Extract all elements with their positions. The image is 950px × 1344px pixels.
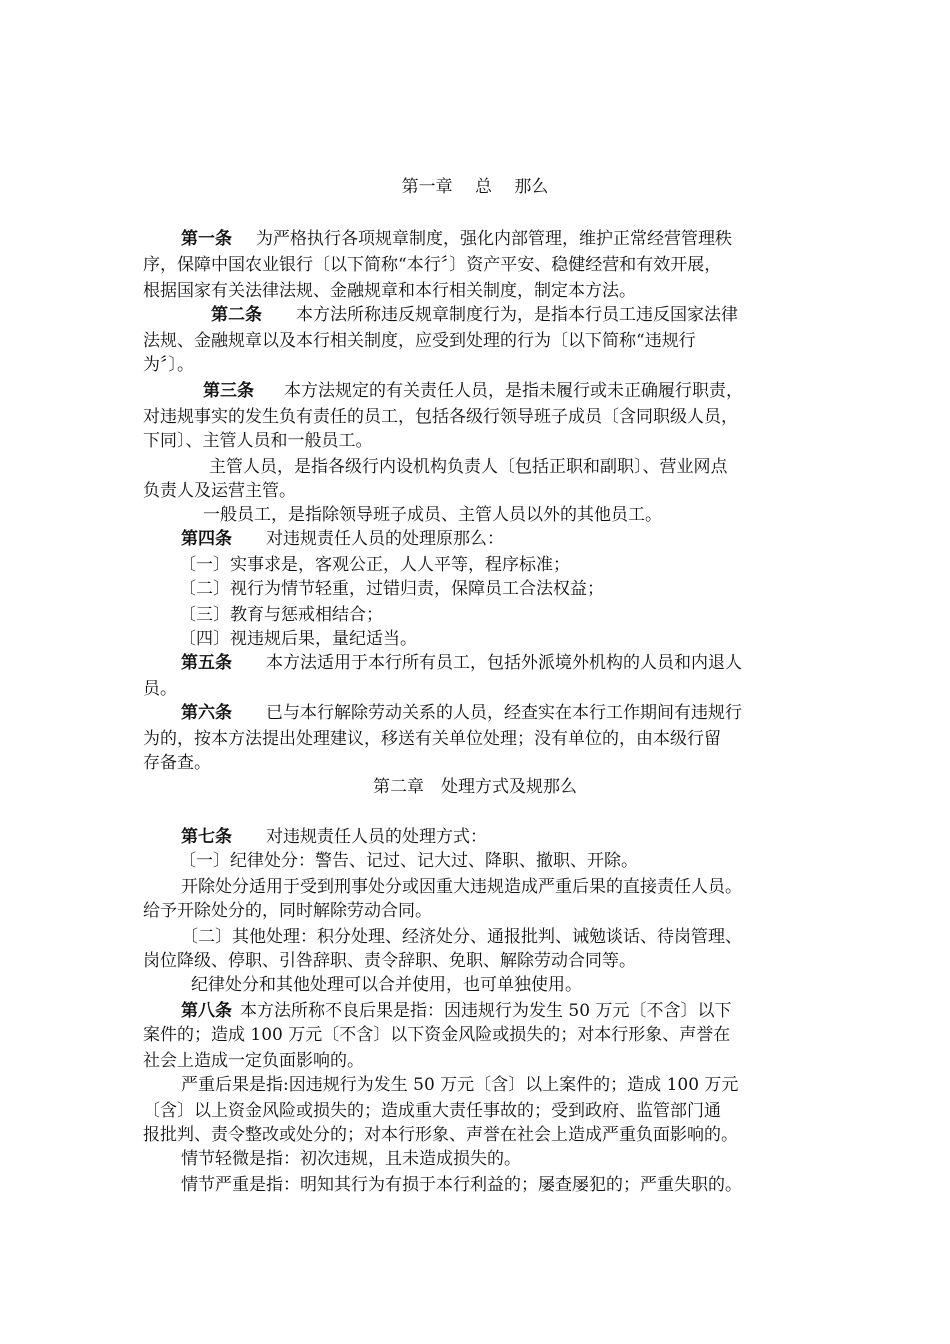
article-6-line-3: 存备查。: [143, 753, 211, 773]
article-3-line-3: 下同〕、主管人员和一般员工。: [143, 431, 373, 451]
article-3-label: 第三条: [203, 381, 254, 401]
article-8-line-3: 社会上造成一定负面影响的。: [143, 1051, 364, 1071]
article-6-label: 第六条: [181, 703, 232, 723]
article-7-line-1: 第七条 对违规责任人员的处理方式：: [181, 827, 487, 847]
article-1-label: 第一条: [181, 229, 232, 249]
article-3-line-4: 主管人员，是指各级行内设机构负责人〔包括正职和副职〕、营业网点: [209, 457, 728, 477]
article-3-line-2: 对违规事实的发生负有责任的员工，包括各级行领导班子成员〔含同职级人员，: [143, 407, 738, 427]
article-4-item-1: 〔一〕实事求是，客观公正，人人平等，程序标准；: [179, 555, 570, 575]
article-7-line-2: 〔一〕纪律处分：警告、记过、记大过、降职、撤职、开除。: [179, 851, 638, 871]
article-5-label: 第五条: [181, 653, 232, 673]
article-3-line-1: 第三条 本方法规定的有关责任人员，是指未履行或未正确履行职责，: [203, 381, 743, 401]
article-5-line-2: 员。: [143, 679, 177, 699]
article-3-line-5: 负责人及运营主管。: [143, 481, 296, 501]
article-8-line-2: 案件的；造成 100 万元〔不含〕以下资金风险或损失的；对本行形象、声誉在: [143, 1025, 731, 1045]
article-8-line-1: 第八条 本方法所称不良后果是指：因违规行为发生 50 万元〔不含〕以下: [181, 1001, 732, 1021]
article-2-line-2: 法规、金融规章以及本行相关制度，应受到处理的行为〔以下简称“违规行: [143, 331, 696, 351]
article-1-line-1: 第一条 为严格执行各项规章制度，强化内部管理，维护正常经营管理秩: [181, 229, 732, 249]
article-6-line-1: 第六条 已与本行解除劳动关系的人员，经查实在本行工作期间有违规行: [181, 703, 742, 723]
article-1-line-2: 序，保障中国农业银行〔以下简称“本行〞〕资产平安、稳健经营和有效开展，: [143, 255, 722, 275]
article-4-item-4: 〔四〕视违规后果，量纪适当。: [179, 629, 417, 649]
article-7-line-6: 岗位降级、停职、引咎辞职、责令辞职、免职、解除劳动合同等。: [143, 951, 636, 971]
article-7-line-4: 给予开除处分的，同时解除劳动合同。: [143, 901, 432, 921]
article-3-line-6: 一般员工，是指除领导班子成员、主管人员以外的其他员工。: [203, 505, 662, 525]
chapter-1-title: 第一章 总 那么: [401, 177, 549, 197]
article-2-label: 第二条: [211, 305, 262, 325]
article-8-line-6: 报批判、责令整改或处分的；对本行形象、声誉在社会上造成严重负面影响的。: [143, 1125, 738, 1145]
article-5-line-1: 第五条 本方法适用于本行所有员工，包括外派境外机构的人员和内退人: [181, 653, 742, 673]
article-7-line-5: 〔二〕其他处理：积分处理、经济处分、通报批判、诫勉谈话、待岗管理、: [181, 927, 742, 947]
article-4-item-2: 〔二〕视行为情节轻重，过错归责，保障员工合法权益；: [179, 579, 604, 599]
article-4-label: 第四条: [181, 529, 232, 549]
article-8-line-5: 〔含〕以上资金风险或损失的；造成重大责任事故的；受到政府、监管部门通: [143, 1101, 721, 1121]
article-2-line-1: 第二条 本方法所称违反规章制度行为，是指本行员工违反国家法律: [211, 305, 738, 325]
article-6-line-2: 为的，按本方法提出处理建议，移送有关单位处理；没有单位的，由本级行留: [143, 729, 721, 749]
article-8-line-8: 情节严重是指：明知其行为有损于本行利益的；屡查屡犯的；严重失职的。: [181, 1175, 742, 1195]
article-4-line-1: 第四条 对违规责任人员的处理原那么：: [181, 529, 504, 549]
article-8-line-7: 情节轻微是指：初次违规，且未造成损失的。: [181, 1149, 521, 1169]
article-7-line-3: 开除处分适用于受到刑事处分或因重大违规造成严重后果的直接责任人员。: [181, 877, 742, 897]
article-8-label: 第八条: [181, 1001, 232, 1021]
article-7-line-7: 纪律处分和其他处理可以合并使用，也可单独使用。: [191, 975, 582, 995]
article-1-line-3: 根据国家有关法律法规、金融规章和本行相关制度，制定本方法。: [143, 281, 636, 301]
article-7-label: 第七条: [181, 827, 232, 847]
article-8-line-4: 严重后果是指:因违规行为发生 50 万元〔含〕以上案件的；造成 100 万元: [181, 1075, 739, 1095]
chapter-2-title: 第二章 处理方式及规那么: [373, 777, 577, 797]
article-4-item-3: 〔三〕教育与惩戒相结合；: [179, 605, 383, 625]
article-2-line-3: 为〞〕。: [143, 355, 194, 375]
